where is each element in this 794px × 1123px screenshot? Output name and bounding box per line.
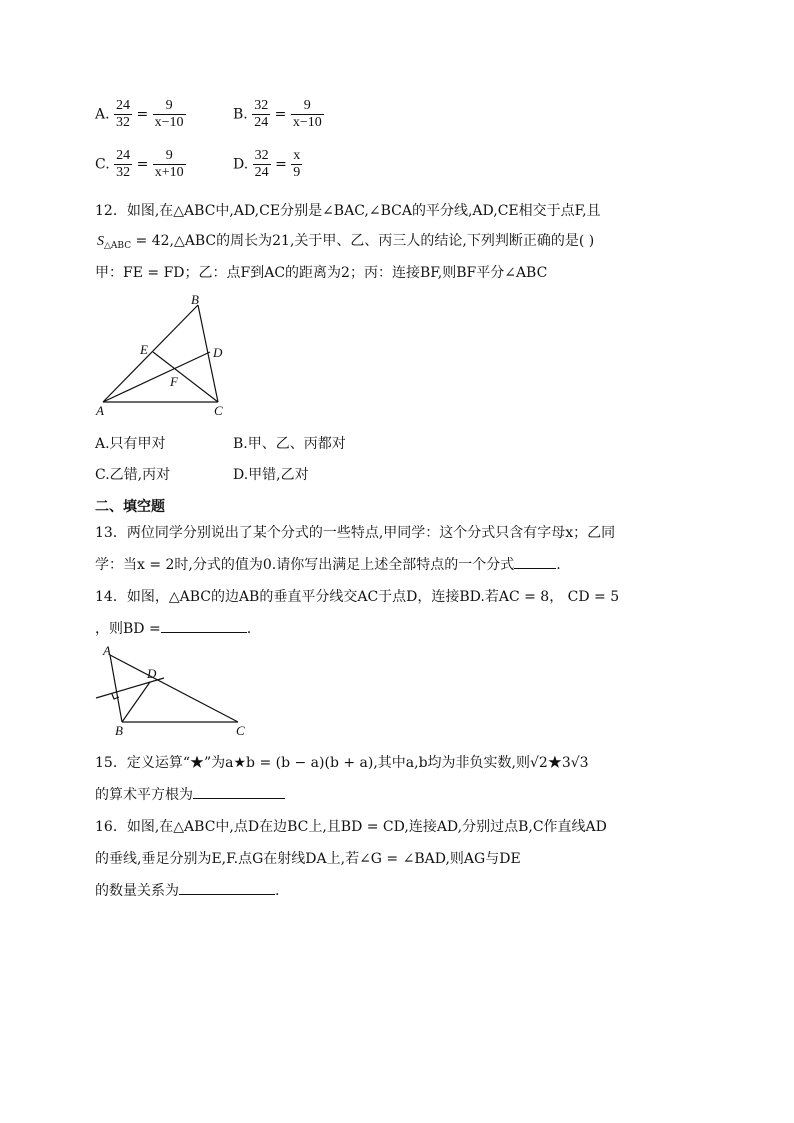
q13-line2: 学：当x = 2时,分式的值为0.请你写出满足上述全部特点的一个分式 . (95, 554, 561, 574)
q14-line1: 14．如图，△ABC的边AB的垂直平分线交AC于点D，连接BD.若AC = 8， CD = 5 (95, 589, 620, 605)
section-title: 二、填空题 (95, 499, 165, 515)
fraction: $\frac{24}{32}$ (116, 148, 131, 180)
fraction: $\frac{x}{9}$ (293, 148, 301, 180)
fraction: $\frac{32}{24}$ (254, 98, 269, 130)
answer-blank[interactable] (179, 880, 275, 895)
label-a: A (103, 643, 111, 658)
q11-option-b: B. $\frac{32}{24}$ = $\frac{9}{x-10}$ (233, 98, 322, 130)
label-c: C (236, 723, 245, 738)
q12-line2: $S_{\triangle ABC}$ = 42,△ABC的周长为21,关于甲、乙、丙三人的结论,下列判断正确的是( ) (97, 233, 595, 251)
q14-line2: ，则BD = . (95, 618, 251, 638)
q13-line1: 13．两位同学分别说出了某个分式的一些特点,甲同学：这个分式只含有字母x；乙同 (95, 525, 616, 541)
answer-blank[interactable] (161, 618, 247, 633)
label-b: B (115, 723, 123, 738)
side-ab (103, 305, 198, 402)
q16-line3: 的数量关系为 . (95, 880, 279, 900)
label-a: A (96, 403, 104, 418)
fraction: $\frac{32}{24}$ (254, 148, 269, 180)
answer-blank[interactable] (193, 784, 285, 799)
q16-line2: 的垂线,垂足分别为E,F.点G在射线DA上,若∠G = ∠BAD,则AG与DE (95, 851, 521, 867)
q11-option-a: A. $\frac{24}{32}$ = $\frac{9}{x-10}$ (95, 98, 184, 130)
q16-line1: 16．如图,在△ABC中,点D在边BC上,且BD = CD,连接AD,分别过点B,C作直线AD (95, 819, 607, 835)
q14-triangle-figure (90, 642, 260, 740)
bisector-ce (153, 352, 218, 402)
fraction: $\frac{24}{32}$ (116, 98, 131, 130)
label-d: D (213, 345, 223, 360)
q11-option-c: C. $\frac{24}{32}$ = $\frac{9}{x+10}$ (95, 148, 184, 180)
label-b: B (191, 292, 199, 307)
label-c: C (214, 403, 223, 418)
q12-option-c: C.乙错,丙对 (95, 467, 171, 483)
fraction: $\frac{9}{x-10}$ (292, 98, 322, 130)
bisector-ad (103, 352, 210, 402)
q12-option-b: B.甲、乙、丙都对 (233, 436, 346, 452)
fraction: $\frac{9}{x+10}$ (154, 148, 184, 180)
q15-line1: 15．定义运算“★”为a★b = (b − a)(b + a),其中a,b均为非负实数,则√2★3√3 (95, 755, 589, 771)
q12-triangle-figure (90, 290, 250, 420)
q12-line3: 甲：FE = FD；乙：点F到AC的距离为2；丙：连接BF,则BF平分∠ABC (95, 265, 548, 281)
answer-blank[interactable] (514, 554, 556, 569)
q12-line1: 12．如图,在△ABC中,AD,CE分别是∠BAC,∠BCA的平分线,AD,CE相交于点F,且 (95, 203, 601, 219)
segment-bd (122, 682, 150, 722)
q11-option-d: D. $\frac{32}{24}$ = $\frac{x}{9}$ (233, 148, 301, 180)
label-d: D (147, 666, 157, 681)
q12-option-d: D.甲错,乙对 (233, 467, 309, 483)
label-f: F (170, 374, 178, 389)
q12-option-a: A.只有甲对 (95, 436, 166, 452)
perpendicular-bisector (96, 678, 164, 698)
side-ab (110, 655, 122, 722)
q15-line2: 的算术平方根为 (95, 784, 285, 804)
label-e: E (140, 342, 148, 357)
fraction: $\frac{9}{x-10}$ (154, 98, 184, 130)
